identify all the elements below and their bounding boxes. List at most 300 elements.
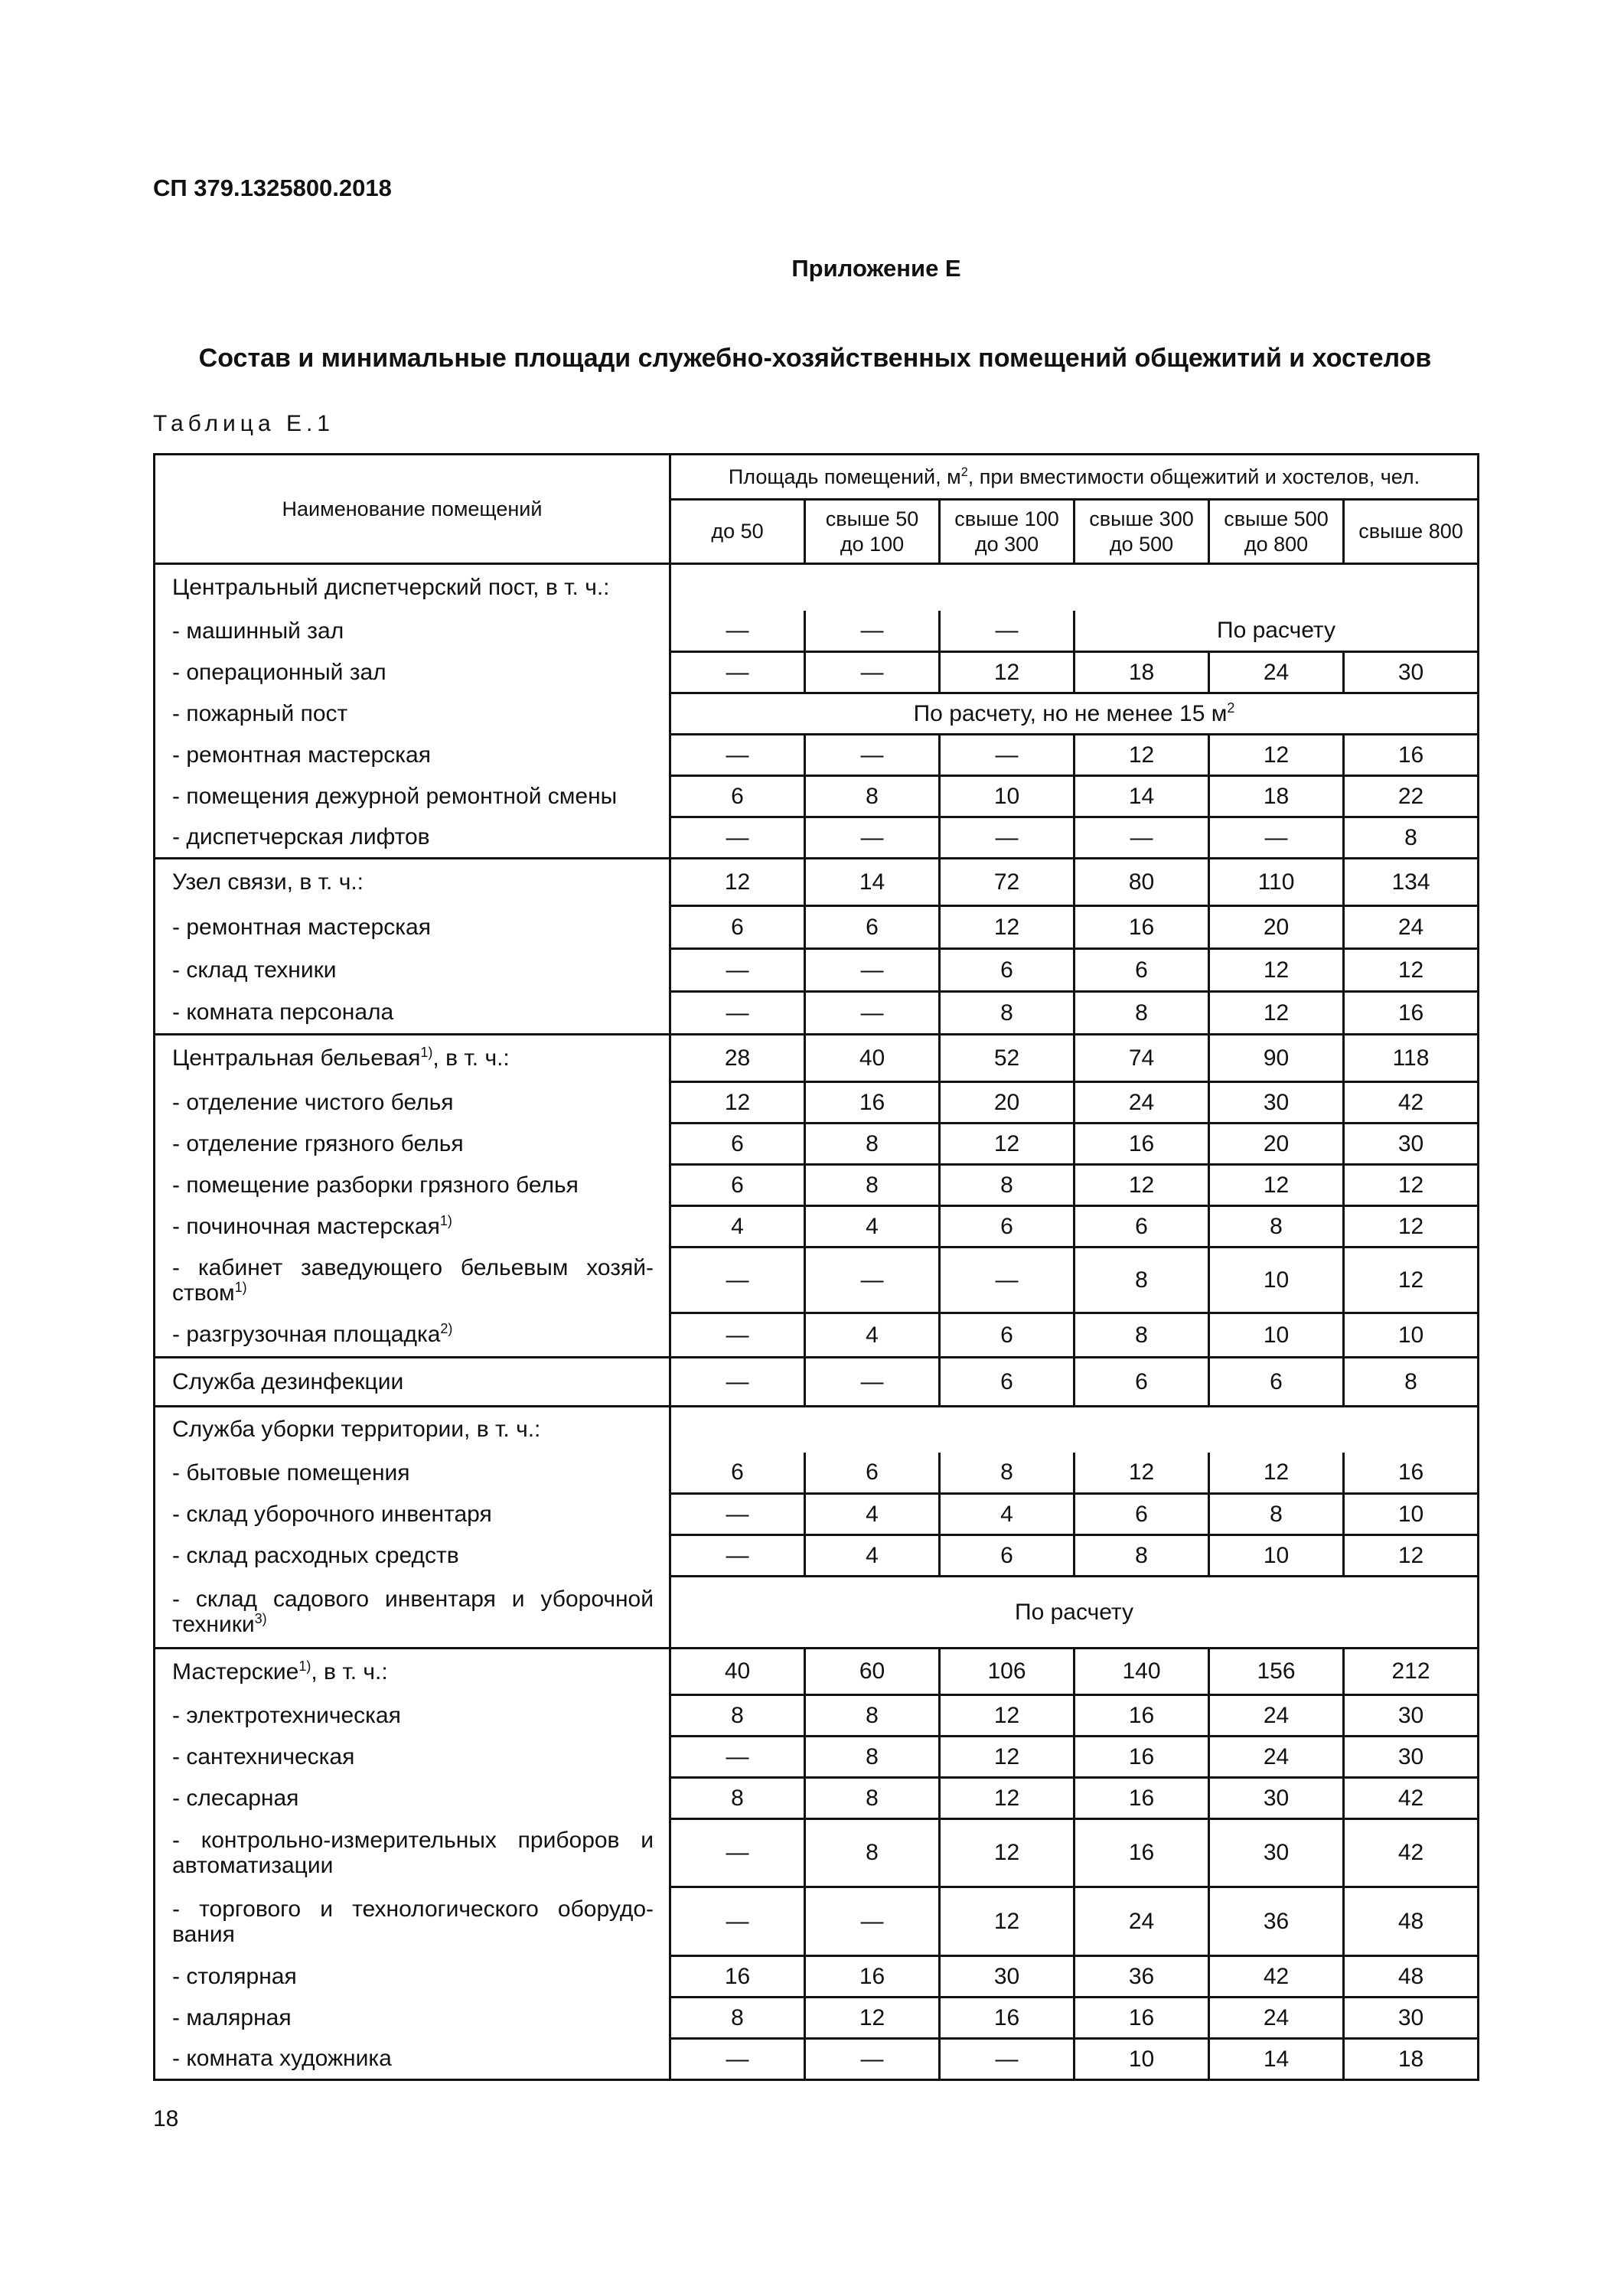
room-name: - кабинет заведующего бельевым хозяй-ством: [172, 1254, 654, 1306]
area-value: 72: [940, 859, 1075, 906]
table-body: [155, 564, 1479, 2080]
area-value: 8: [805, 1737, 940, 1778]
area-value: 18: [1075, 652, 1209, 693]
footnote-ref: 3): [254, 1610, 267, 1626]
area-value: —: [805, 1358, 940, 1407]
area-value: 14: [805, 859, 940, 906]
area-value: 14: [1209, 2039, 1344, 2080]
room-name: - электротехническая: [172, 1702, 401, 1728]
area-value: 10: [1209, 1535, 1344, 1577]
room-name: - слесарная: [172, 1785, 299, 1811]
area-value: 12: [1209, 992, 1344, 1035]
area-value: 24: [1209, 652, 1344, 693]
area-value: —: [670, 1358, 805, 1407]
header-col-5-line2: до 800: [1244, 532, 1309, 556]
area-value: —: [670, 2039, 805, 2080]
area-value: —: [670, 1737, 805, 1778]
area-value: 134: [1344, 859, 1479, 906]
room-name-cell: [155, 1695, 670, 1737]
area-value: —: [1075, 817, 1209, 859]
area-value: 12: [1344, 1165, 1479, 1206]
area-value: 30: [1344, 652, 1479, 693]
area-value: —: [805, 611, 940, 652]
header-name-column: Наименование помещений: [155, 455, 670, 564]
room-name-cell: [155, 611, 670, 652]
table-row: [155, 1165, 1479, 1206]
area-value: —: [940, 611, 1075, 652]
area-value: —: [670, 1247, 805, 1313]
area-value: 60: [805, 1649, 940, 1695]
room-name-cell: [155, 1165, 670, 1206]
room-name: - склад уборочного инвентаря: [172, 1501, 492, 1527]
area-value: 8: [805, 776, 940, 817]
area-value: —: [670, 652, 805, 693]
area-value: 6: [940, 1535, 1075, 1577]
area-value: 8: [940, 1165, 1075, 1206]
area-value: 24: [1209, 1998, 1344, 2039]
table-label: Таблица Е.1: [153, 411, 334, 436]
room-name-cell: [155, 992, 670, 1035]
area-value: 12: [670, 1082, 805, 1124]
area-value: 12: [1344, 949, 1479, 992]
area-value: 12: [1344, 1535, 1479, 1577]
area-value: 12: [1209, 1453, 1344, 1494]
table-row: [155, 859, 1479, 906]
room-name-cell: [155, 1124, 670, 1165]
area-value: 12: [940, 1695, 1075, 1737]
area-value: 12: [1344, 1247, 1479, 1313]
room-name: - контрольно-измерительных приборов и автоматизации: [172, 1828, 654, 1878]
room-name-cell: [155, 1535, 670, 1577]
table-row: [155, 1124, 1479, 1165]
area-value: —: [670, 1535, 805, 1577]
area-value: 42: [1344, 1082, 1479, 1124]
table-row: [155, 1998, 1479, 2039]
table-row: [155, 1535, 1479, 1577]
area-value: 8: [1075, 1535, 1209, 1577]
area-value: 24: [1344, 906, 1479, 949]
merged-value-cell: [1075, 611, 1479, 652]
area-value: —: [805, 1887, 940, 1956]
area-value: 24: [1209, 1737, 1344, 1778]
table-row: [155, 1358, 1479, 1407]
area-value: 16: [1075, 1124, 1209, 1165]
room-name: - склад расходных средств: [172, 1542, 459, 1568]
area-value: 16: [670, 1956, 805, 1998]
area-value: 12: [1344, 1206, 1479, 1247]
area-value: 8: [670, 1695, 805, 1737]
room-name: Центральный диспетчерский пост, в т. ч.:: [172, 575, 610, 601]
area-value: 110: [1209, 859, 1344, 906]
area-value: 16: [805, 1082, 940, 1124]
table-row: [155, 1453, 1479, 1494]
header-col-2: [805, 500, 940, 564]
footnote-ref: 1): [234, 1279, 247, 1295]
area-value: 8: [670, 1778, 805, 1819]
table-row: [155, 652, 1479, 693]
area-value: —: [1209, 817, 1344, 859]
table-row: [155, 906, 1479, 949]
area-value: 10: [1344, 1494, 1479, 1535]
room-name-cell: [155, 1649, 670, 1695]
room-name-cell: [155, 1453, 670, 1494]
area-value: 12: [940, 652, 1075, 693]
merged-value: По расчету: [1217, 617, 1336, 643]
area-value: 6: [670, 1165, 805, 1206]
area-value: 6: [1075, 1206, 1209, 1247]
header-col-4-line1: свыше 300: [1089, 507, 1194, 530]
area-value: 16: [805, 1956, 940, 1998]
area-value: 8: [805, 1165, 940, 1206]
table-row: [155, 1247, 1479, 1313]
room-name: - комната художника: [172, 2045, 392, 2071]
table-row: [155, 1494, 1479, 1535]
document-code: СП 379.1325800.2018: [153, 174, 392, 201]
area-value: 156: [1209, 1649, 1344, 1695]
table-row: [155, 1737, 1479, 1778]
room-name-cell: [155, 1819, 670, 1887]
area-value: 16: [1075, 1695, 1209, 1737]
area-value: 6: [670, 776, 805, 817]
area-value: 212: [1344, 1649, 1479, 1695]
area-value: 8: [1344, 817, 1479, 859]
area-value: 16: [1344, 735, 1479, 776]
area-value: 24: [1075, 1887, 1209, 1956]
rooms-area-table: [153, 453, 1479, 2081]
room-name: - склад садового инвентаря и уборочной техники: [172, 1586, 654, 1637]
area-value: 24: [1209, 1695, 1344, 1737]
header-col-3-line2: до 300: [974, 532, 1039, 556]
room-name-cell: [155, 1956, 670, 1998]
table-row: [155, 1035, 1479, 1082]
room-name-cell: [155, 949, 670, 992]
area-value: 12: [1209, 949, 1344, 992]
room-name: - сантехническая: [172, 1743, 355, 1769]
area-value: 30: [1209, 1082, 1344, 1124]
area-value: 80: [1075, 859, 1209, 906]
area-value: 48: [1344, 1887, 1479, 1956]
area-value: 12: [805, 1998, 940, 2039]
area-value: 16: [1075, 1819, 1209, 1887]
area-value: 16: [1075, 1778, 1209, 1819]
area-value: 12: [670, 859, 805, 906]
room-name: - отделение грязного белья: [172, 1130, 464, 1156]
room-name-cell: [155, 1313, 670, 1358]
table-row: [155, 1407, 1479, 1453]
header-col-4-line2: до 500: [1109, 532, 1174, 556]
area-value: 8: [1075, 1313, 1209, 1358]
area-value: 10: [1075, 2039, 1209, 2080]
area-value: 106: [940, 1649, 1075, 1695]
header-col-6-line1: свыше 800: [1358, 520, 1463, 543]
area-value: 4: [670, 1206, 805, 1247]
area-value: 4: [805, 1494, 940, 1535]
footnote-ref: 2): [440, 1320, 453, 1336]
area-value: 8: [1209, 1494, 1344, 1535]
room-name: - склад техники: [172, 957, 337, 983]
area-value: 6: [670, 906, 805, 949]
table-row: [155, 1649, 1479, 1695]
area-value: 18: [1344, 2039, 1479, 2080]
table-row: [155, 817, 1479, 859]
area-value: —: [805, 2039, 940, 2080]
area-value: —: [805, 817, 940, 859]
merged-value-cell: [670, 693, 1479, 735]
area-value: 12: [1075, 1453, 1209, 1494]
room-name-cell: [155, 1494, 670, 1535]
header-col-3-line1: свыше 100: [954, 507, 1059, 530]
room-name-cell: [155, 1035, 670, 1082]
footnote-ref: 1): [420, 1045, 433, 1061]
merged-value: По расчету, но не менее 15 м: [913, 700, 1228, 726]
area-value: 30: [1344, 1998, 1479, 2039]
area-value: 6: [805, 906, 940, 949]
area-value: 12: [1075, 1165, 1209, 1206]
page-number: 18: [153, 2106, 179, 2131]
room-name-cell: [155, 1206, 670, 1247]
header-area-caption: [670, 455, 1479, 500]
area-value: —: [805, 652, 940, 693]
area-value: 40: [805, 1035, 940, 1082]
room-name: - пожарный пост: [172, 700, 348, 726]
area-value: 8: [1344, 1358, 1479, 1407]
area-value: 10: [940, 776, 1075, 817]
area-value: 42: [1344, 1778, 1479, 1819]
area-value: —: [670, 1819, 805, 1887]
unit-sup: 2: [1227, 700, 1235, 716]
area-value: 20: [1209, 906, 1344, 949]
table-row: [155, 949, 1479, 992]
area-value: 52: [940, 1035, 1075, 1082]
area-value: 16: [940, 1998, 1075, 2039]
area-value: 6: [670, 1124, 805, 1165]
header-col-1: [670, 500, 805, 564]
area-value: 8: [1075, 992, 1209, 1035]
table-row: [155, 1819, 1479, 1887]
room-name: - комната персонала: [172, 999, 394, 1025]
area-value: 30: [1344, 1124, 1479, 1165]
table-row: [155, 1082, 1479, 1124]
area-value: —: [805, 992, 940, 1035]
area-value: 8: [1209, 1206, 1344, 1247]
area-value: —: [805, 1247, 940, 1313]
table-row: [155, 992, 1479, 1035]
area-value: —: [670, 1313, 805, 1358]
area-value: 30: [1209, 1778, 1344, 1819]
area-value: 36: [1209, 1887, 1344, 1956]
room-name-cell: [155, 776, 670, 817]
area-value: 48: [1344, 1956, 1479, 1998]
empty-values-cell: [670, 1407, 1479, 1453]
table-row: [155, 693, 1479, 735]
area-value: 6: [1209, 1358, 1344, 1407]
area-value: —: [670, 1494, 805, 1535]
area-value: 6: [670, 1453, 805, 1494]
merged-value-cell: [670, 1577, 1479, 1649]
header-col-5-line1: свыше 500: [1224, 507, 1329, 530]
room-name-cell: [155, 2039, 670, 2080]
area-value: 10: [1344, 1313, 1479, 1358]
room-name-cell: [155, 1577, 670, 1649]
area-value: 16: [1344, 1453, 1479, 1494]
room-name: - диспетчерская лифтов: [172, 823, 430, 850]
empty-values-cell: [670, 564, 1479, 611]
area-value: —: [940, 817, 1075, 859]
room-name-cell: [155, 1998, 670, 2039]
area-value: 42: [1209, 1956, 1344, 1998]
room-name-cell: [155, 1358, 670, 1407]
area-value: —: [670, 992, 805, 1035]
room-name: - операционный зал: [172, 659, 386, 685]
area-value: 16: [1075, 906, 1209, 949]
room-name: - машинный зал: [172, 618, 344, 644]
room-name: Центральная бельевая: [172, 1045, 421, 1071]
header-col-2-line1: свыше 50: [825, 507, 919, 530]
area-value: 8: [805, 1778, 940, 1819]
room-name-cell: [155, 906, 670, 949]
area-value: 6: [1075, 1358, 1209, 1407]
area-value: 30: [1209, 1819, 1344, 1887]
area-value: —: [805, 735, 940, 776]
room-name: - малярная: [172, 2004, 292, 2030]
area-value: 90: [1209, 1035, 1344, 1082]
area-value: 140: [1075, 1649, 1209, 1695]
room-name: - починочная мастерская: [172, 1213, 440, 1239]
room-name-cell: [155, 1737, 670, 1778]
area-value: 16: [1075, 1737, 1209, 1778]
area-value: 20: [940, 1082, 1075, 1124]
area-value: 8: [805, 1695, 940, 1737]
room-name-cell: [155, 1082, 670, 1124]
area-value: 6: [1075, 1494, 1209, 1535]
area-value: 12: [940, 1887, 1075, 1956]
area-value: 22: [1344, 776, 1479, 817]
area-value: 8: [940, 992, 1075, 1035]
area-value: —: [670, 611, 805, 652]
room-name: - ремонтная мастерская: [172, 742, 431, 768]
room-name-cell: [155, 859, 670, 906]
table-row: [155, 1206, 1479, 1247]
table-row: [155, 1778, 1479, 1819]
area-value: 4: [805, 1535, 940, 1577]
room-name: Служба уборки территории, в т. ч.:: [172, 1417, 541, 1443]
area-value: 8: [805, 1124, 940, 1165]
area-value: 36: [1075, 1956, 1209, 1998]
room-name: - помещение разборки грязного белья: [172, 1172, 579, 1198]
room-name-cell: [155, 817, 670, 859]
room-name: - разгрузочная площадка: [172, 1321, 441, 1347]
table-row: [155, 564, 1479, 611]
room-name-cell: [155, 693, 670, 735]
area-value: 12: [1209, 1165, 1344, 1206]
area-value: 10: [1209, 1313, 1344, 1358]
room-name: - бытовые помещения: [172, 1459, 410, 1486]
area-value: 6: [805, 1453, 940, 1494]
table-row: [155, 611, 1479, 652]
table-row: [155, 1695, 1479, 1737]
header-col-2-line2: до 100: [840, 532, 905, 556]
area-value: 12: [940, 1778, 1075, 1819]
area-value: —: [940, 2039, 1075, 2080]
header-area-suffix: , при вместимости общежитий и хостелов, чел.: [967, 465, 1420, 488]
appendix-heading: Приложение Е: [791, 255, 961, 282]
header-area-sup: 2: [960, 465, 968, 479]
area-value: 16: [1344, 992, 1479, 1035]
header-col-6: [1344, 500, 1479, 564]
room-name-cell: [155, 652, 670, 693]
header-col-4: [1075, 500, 1209, 564]
area-value: —: [805, 949, 940, 992]
area-value: 6: [940, 1358, 1075, 1407]
area-value: 30: [1344, 1737, 1479, 1778]
table-row: [155, 1313, 1479, 1358]
table-row: [155, 1577, 1479, 1649]
area-value: 42: [1344, 1819, 1479, 1887]
table-row: [155, 1887, 1479, 1956]
area-value: 6: [1075, 949, 1209, 992]
area-value: 12: [940, 1819, 1075, 1887]
area-value: 24: [1075, 1082, 1209, 1124]
room-name-cell: [155, 1407, 670, 1453]
area-value: 8: [1075, 1247, 1209, 1313]
room-name: - столярная: [172, 1963, 297, 1989]
area-value: 16: [1075, 1998, 1209, 2039]
area-value: 12: [940, 1737, 1075, 1778]
area-value: —: [670, 1887, 805, 1956]
room-name: Служба дезинфекции: [172, 1368, 404, 1394]
area-value: 18: [1209, 776, 1344, 817]
area-value: 30: [940, 1956, 1075, 1998]
area-value: 28: [670, 1035, 805, 1082]
area-value: —: [670, 949, 805, 992]
merged-value: По расчету: [1015, 1599, 1134, 1625]
area-value: 6: [940, 1206, 1075, 1247]
area-value: 30: [1344, 1695, 1479, 1737]
room-name: Мастерские: [172, 1658, 299, 1684]
area-value: 74: [1075, 1035, 1209, 1082]
room-name-suffix: , в т. ч.:: [311, 1658, 388, 1684]
room-name-cell: [155, 1247, 670, 1313]
table-row: [155, 776, 1479, 817]
area-value: 6: [940, 1313, 1075, 1358]
area-value: 4: [805, 1313, 940, 1358]
area-value: 4: [940, 1494, 1075, 1535]
room-name-cell: [155, 1778, 670, 1819]
area-value: 118: [1344, 1035, 1479, 1082]
room-name-cell: [155, 564, 670, 611]
area-value: 12: [1075, 735, 1209, 776]
room-name: Узел связи, в т. ч.:: [172, 869, 364, 895]
table-row: [155, 735, 1479, 776]
table-row: [155, 1956, 1479, 1998]
area-value: 4: [805, 1206, 940, 1247]
room-name: - помещения дежурной ремонтной смены: [172, 783, 618, 809]
table-row: [155, 2039, 1479, 2080]
room-name: - торгового и технологического оборудо-вания: [172, 1896, 654, 1947]
room-name-cell: [155, 735, 670, 776]
area-value: 8: [940, 1453, 1075, 1494]
area-value: 6: [940, 949, 1075, 992]
area-value: 12: [1209, 735, 1344, 776]
area-value: —: [940, 1247, 1075, 1313]
page-title: Состав и минимальные площади служебно-хозяйственных помещений общежитий и хостелов: [198, 344, 1432, 373]
footnote-ref: 1): [439, 1212, 452, 1228]
area-value: 14: [1075, 776, 1209, 817]
room-name: - отделение чистого белья: [172, 1089, 454, 1115]
header-col-5: [1209, 500, 1344, 564]
area-value: —: [670, 735, 805, 776]
header-col-3: [940, 500, 1075, 564]
